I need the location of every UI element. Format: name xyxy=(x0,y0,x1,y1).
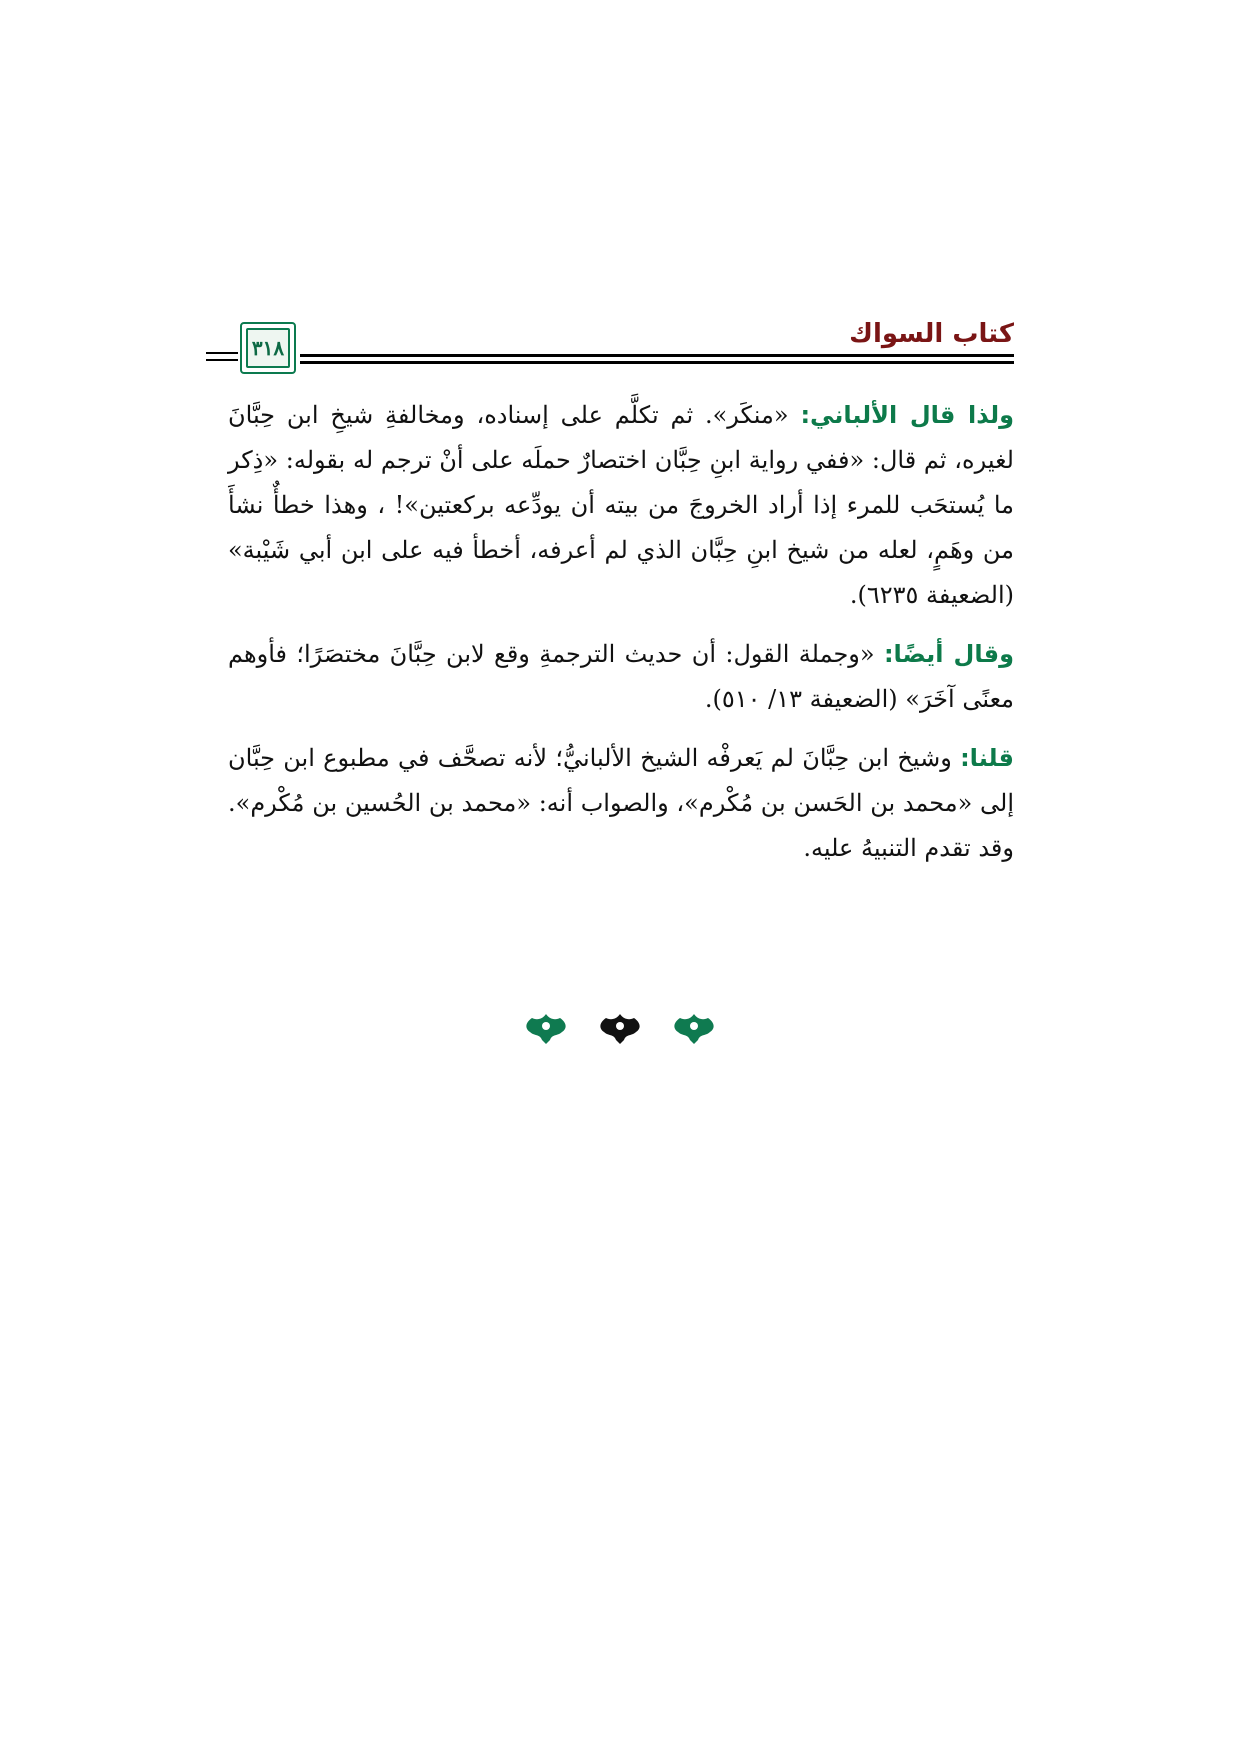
header-rule xyxy=(206,359,238,361)
paragraph-1 xyxy=(228,393,1014,618)
page-header xyxy=(228,314,1014,384)
paragraph-lead: ولذا قال الألباني: xyxy=(800,401,1014,429)
section-end-ornament xyxy=(0,1010,1240,1046)
floral-ornament-icon xyxy=(596,1010,644,1046)
page-body xyxy=(228,393,1014,885)
paragraph-text: «منكَر». ثم تكلَّم على إسناده، ومخالفةِ شيخِ ابن حِبَّانَ لغيره، ثم قال: «ففي رواية ابنِ حِبَّان اختصارٌ حملَه على أنْ ترجم له بقوله: «ذِكر ما يُستحَب للمرء إذا أراد الخروجَ من بيته أن يودِّعه بركعتين»! ، وهذا خطأٌ نشأَ من وهَمٍ، لعله من شيخ ابنِ حِبَّان الذي لم أعرفه، أخطأ فيه على ابن أبي شَيْبة» (الضعيفة ٦٢٣٥). xyxy=(228,401,1014,609)
paragraph-3 xyxy=(228,736,1014,871)
floral-ornament-icon xyxy=(670,1010,718,1046)
header-rule xyxy=(300,361,1014,364)
floral-ornament-icon xyxy=(522,1010,570,1046)
header-rule xyxy=(300,354,1014,357)
paragraph-lead: وقال أيضًا: xyxy=(883,640,1014,668)
page-number: ٣١٨ xyxy=(251,336,285,360)
paragraph-lead: قلنا: xyxy=(960,744,1014,772)
page-number-frame xyxy=(240,322,296,374)
header-rule xyxy=(206,352,238,354)
book-title: كتاب السواك xyxy=(849,319,1014,349)
paragraph-text: «وجملة القول: أن حديث الترجمةِ وقع لابن حِبَّانَ مختصَرًا؛ فأوهم معنًى آخَرَ» (الضعيفة ١٣/ ٥١٠). xyxy=(228,640,1014,713)
paragraph-text: وشيخ ابن حِبَّانَ لم يَعرفْه الشيخ الألبانيُّ؛ لأنه تصحَّف في مطبوع ابن حِبَّان إلى «محمد بن الحَسن بن مُكْرم»، والصواب أنه: «محمد بن الحُسين بن مُكْرم». وقد تقدم التنبيهُ عليه. xyxy=(228,744,1014,862)
page-number-inner xyxy=(246,328,290,368)
paragraph-2 xyxy=(228,632,1014,722)
